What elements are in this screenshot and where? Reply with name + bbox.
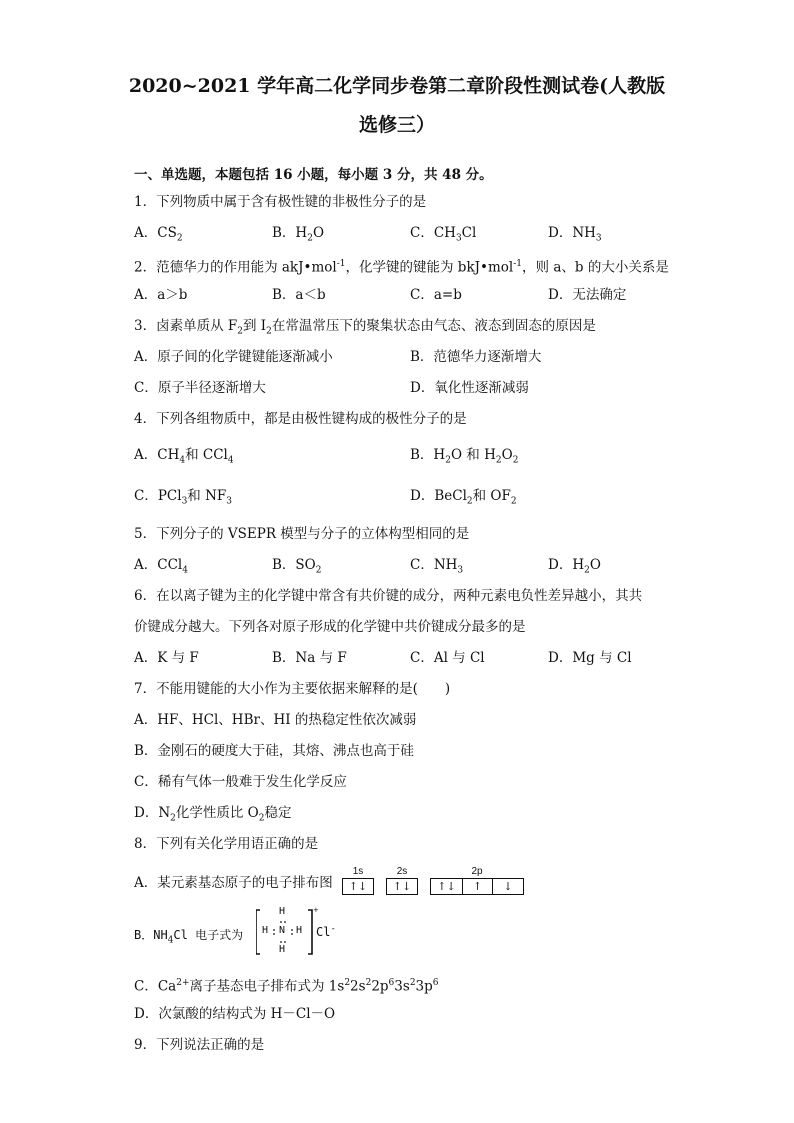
q6-option-d: D．Mg 与 Cl — [548, 650, 632, 666]
q4-option-a: A．$CH_4$和 CCl$_4$ — [134, 447, 234, 466]
orbital-box: ↑ — [462, 879, 492, 894]
q3-option-b: B．范德华力逐渐增大 — [410, 349, 542, 365]
q2-stem: 2．范德华力的作用能为 akJ•mol$^{-1}$，化学键的键能为 bkJ•mol$^{-1}$，则 a、b 的大小关系是 — [134, 259, 669, 276]
orbital-box: ↓ — [492, 879, 523, 894]
q8-stem: 8．下列有关化学用语正确的是 — [134, 836, 319, 852]
q4-option-d: D．BeCl$_2$和 $OF_2$ — [410, 488, 517, 507]
q1-option-c: C．$CH_3Cl$ — [410, 225, 477, 244]
paper-title-line1: 2020~2021 学年高二化学同步卷第二章阶段性测试卷(人教版 — [128, 75, 666, 97]
q6-stem-line1: 6．在以离子键为主的化学键中常含有共价键的成分，两种元素电负性差异越小，其共 — [134, 588, 643, 604]
q2-option-b: B．a＜b — [272, 287, 326, 303]
q6-option-a: A．K 与 F — [134, 650, 199, 666]
q5-option-c: C．$NH_3$ — [410, 557, 464, 576]
orbital-box: ↑↓ — [392, 880, 412, 893]
q8-option-b: B．$NH_4Cl$ 电子式为 — [134, 928, 244, 946]
lewis-h-right: H — [296, 925, 303, 936]
q1-option-d: D．$NH_3$ — [548, 225, 602, 244]
lewis-h-top: H — [279, 906, 286, 917]
q8-option-c: C．$Ca^{2+}$离子基态电子排布式为 $1s^22s^22p^63s^23p^6$ — [134, 978, 439, 995]
lewis-n-center: N — [279, 925, 286, 936]
q8-option-a: A．某元素基态原子的电子排布图 — [134, 875, 333, 891]
q5-option-b: B．$SO_2$ — [272, 557, 322, 576]
q9-stem: 9．下列说法正确的是 — [134, 1037, 265, 1053]
svg-text:+: + — [313, 906, 319, 914]
q6-option-b: B．Na 与 F — [272, 650, 347, 666]
q1-option-a: A．$CS_2$ — [134, 225, 183, 244]
q7-option-c: C．稀有气体一般难于发生化学反应 — [134, 774, 347, 790]
q1-stem: 1．下列物质中属于含有极性键的非极性分子的是 — [134, 194, 427, 210]
q1-option-b: B．$H_2O$ — [272, 225, 325, 244]
q5-option-a: A．CCl$_4$ — [134, 557, 188, 576]
section-heading: 一、单选题，本题包括 16 小题，每小题 3 分，共 48 分。 — [134, 167, 493, 183]
lewis-chloride: Cl- — [316, 924, 336, 939]
q4-option-b: B．$H_2O$ 和 $H_2O_2$ — [410, 447, 519, 466]
q4-option-c: C．PCl$_3$和 $NF_3$ — [134, 488, 233, 507]
q4-stem: 4．下列各组物质中，都是由极性键构成的极性分子的是 — [134, 411, 467, 427]
q2-option-a: A．a＞b — [134, 287, 188, 303]
q6-stem-line2: 价键成分越大。下列各对原子形成的化学键中共价键成分最多的是 — [134, 619, 526, 635]
q7-option-a: A．HF、HCl、HBr、HI 的热稳定性依次减弱 — [134, 712, 417, 728]
q7-stem: 7．不能用键能的大小作为主要依据来解释的是( ) — [134, 681, 451, 697]
q3-option-a: A．原子间的化学键键能逐渐减小 — [134, 349, 333, 365]
q5-option-d: D．$H_2O$ — [548, 557, 601, 576]
q7-option-d: D．$N_2$化学性质比 $O_2$稳定 — [134, 805, 292, 824]
q2-option-d: D．无法确定 — [548, 287, 627, 303]
paper-title-line2: 选修三） — [358, 114, 435, 136]
orbital-2s — [386, 866, 418, 895]
q8-option-d: D．次氯酸的结构式为 H－Cl－O — [134, 1006, 336, 1022]
q3-option-c: C．原子半径逐渐增大 — [134, 380, 266, 396]
q6-option-c: C．Al 与 Cl — [410, 650, 485, 666]
lewis-h-bottom: H — [279, 944, 286, 955]
orbital-box: ↑↓ — [437, 880, 456, 893]
orbital-2p — [430, 866, 524, 895]
orbital-1s — [342, 866, 374, 895]
q3-option-d: D．氧化性逐渐减弱 — [410, 380, 529, 396]
orbital-1s-label: 1s — [352, 866, 364, 877]
lewis-h-left: H — [262, 925, 269, 936]
orbital-box: ↑↓ — [348, 880, 368, 893]
orbital-2p-label: 2p — [471, 866, 483, 877]
q7-option-b: B．金刚石的硬度大于硅，其熔、沸点也高于硅 — [134, 743, 414, 759]
q3-stem: 3．卤素单质从 $F_2$到 $I_2$在常温常压下的聚集状态由气态、液态到固态的原因是 — [134, 318, 596, 337]
ammonium-lewis-structure — [256, 906, 346, 958]
q5-stem: 5．下列分子的 VSEPR 模型与分子的立体构型相同的是 — [134, 526, 470, 542]
orbital-2s-label: 2s — [396, 866, 408, 877]
q2-option-c: C．a=b — [410, 287, 462, 303]
